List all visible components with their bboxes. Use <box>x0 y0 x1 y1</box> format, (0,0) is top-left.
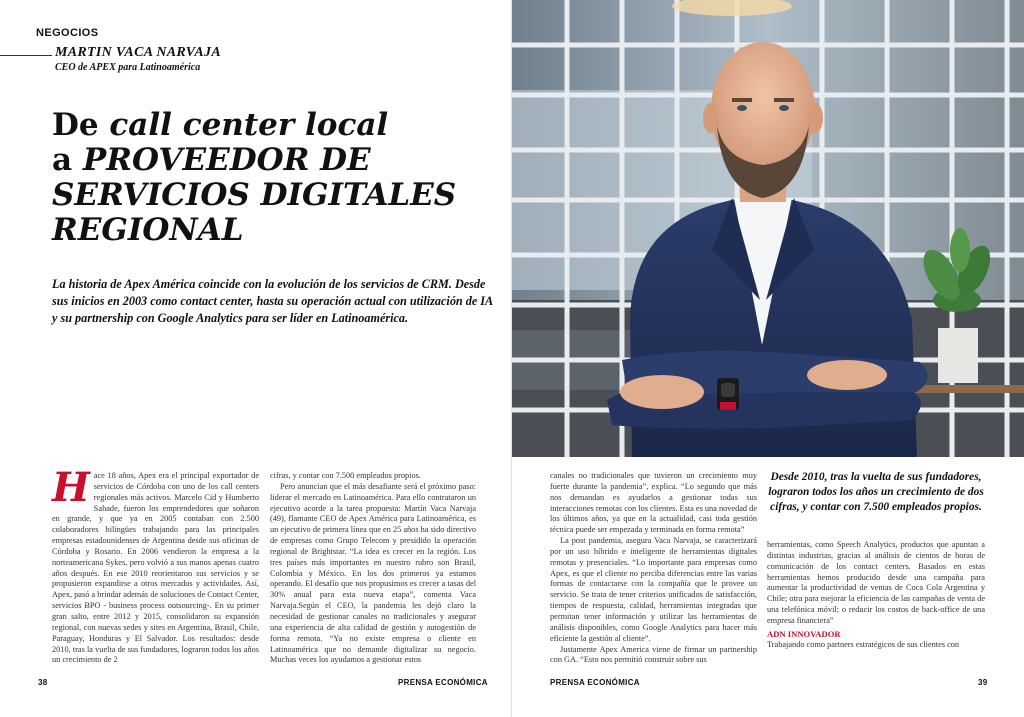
portrait-illustration <box>512 0 1024 457</box>
body-paragraph: Trabajando como partners estratégicos de sus clientes con <box>767 639 960 649</box>
body-paragraph: canales no tradicionales que tuvieron un crecimiento muy fuerte durante la pandemia”, explica. “Lo segundo que más nos demandan es ayudarlos a gestionar todas sus interacciones remotas con los clientes. Esta es una novedad de los últimos años, ya que en la actualidad, casi toda gestión técnica puede ser empezada y terminada en forma remota” <box>550 471 757 535</box>
right-page <box>512 0 1024 717</box>
body-paragraph: Pero anuncian que el más desafiante será el próximo paso: liderar el mercado en Latinoamérica. Para ello contrataron un ejecutivo acorde a la tarea propuesta: Martín Vaca Narvaja (49), flamante CEO de Apex América para Latinoamérica, es un ejecutivo de primera línea que en 25 años ha sido directivo de empresas como Grupo Telecom y presidido la operación regional de Brightstar. “La idea es crecer en la región. Los tres países más importantes en nuestro rubro son Brasil, Colombia y México. En los dos primeros ya estamos operando. El desafío que nos propusimos es crecer a tasas del 30% anual para esta nueva etapa”, comenta Vaca Narvaja.Según el CEO, la pandemia les dejó claro la necesidad de gestionar canales no tradicionales y asegurar una experiencia de alta calidad de gestión y autogestión de forma remota. “Ya no existe empresa o cliente en Latinoamérica que no demande digitalizar su negocio. Muchas veces los ayudamos a gestionar estos <box>270 481 476 665</box>
section-label: NEGOCIOS <box>36 27 99 39</box>
author-name: MARTIN VACA NARVAJA <box>55 45 221 60</box>
subheading: ADN INNOVADOR <box>767 628 841 639</box>
headline-line1: De call center local <box>52 107 389 143</box>
body-column-3 <box>550 471 757 666</box>
body-paragraph: La post pandemia, asegura Vaca Narvaja, se caracterizará por un uso híbrido e inteligente de herramientas digitales remotas y presenciales. “Lo importante para empresas como Apex, es que el cliente no perciba diferencias entre las varias formas de contactarse con la compañía que le provee un servicio. Se trata de tener criterios unificados de satisfacción, tiempos de respuesta, calidad, herramientas integradas que permitan tener información y utilizar las herramientas de análisis disponibles, como Google Analytics para hacer más eficiente la gestión al cliente”. <box>550 536 757 643</box>
body-paragraph: cifras, y contar con 7.500 empleados propios. <box>270 471 421 480</box>
body-text: ace 18 años, Apex era el principal exportador de servicios de Córdoba con uno de los call centers regionales más activos. Marcelo Cid y Humberto Sahade, fueron los emprendedores que soñaron en grande, y que ya en 2005 contaban con 2.500 colaboradores bilingües trabajando para las principales empresas estadounidenses de Argentina desde sus oficinas de Córdoba y Rosario. En 2006 vendieron la empresa a la norteamericana Sykes, pero volvió a sus manos apenas cuatro años después. En ese 2010 reorientaron sus servicios y se propusieron expandirse a otros mercados y actividades. Así, Apex, pasó a brindar además de soluciones de Contact Center, servicios BPO - business process outsourcing-. En su primer gran salto, entre 2012 y 2015, consolidaron su expansión regional, con nuevas sedes y sites en Argentina, Brasil, Chile, Paraguay, Honduras y El Salvador. Los resultados: desde 2010, tras la vuelta de sus fundadores, lograron todos los años un crecimiento de 2 <box>52 471 259 665</box>
section-rule <box>0 55 52 56</box>
magazine-name-right: PRENSA ECONÓMICA <box>550 678 640 687</box>
portrait-photo <box>512 0 1024 457</box>
page-number-right: 39 <box>978 678 988 687</box>
headline-line4: REGIONAL <box>52 212 244 248</box>
headline <box>52 108 502 248</box>
body-column-2 <box>270 471 476 666</box>
body-paragraph: herramientas, como Speech Analytics, productos que apuntan a distintas industrias, gracias al análisis de cientos de horas de comunicación de los contact centers. Basados en estas herramientas hemos producido desde una campaña para aumentar la productividad de ventas de Coca Cola Argentina y Chile; otra para mejorar la eficiencia de las campañas de venta de una telefónica móvil; o reducir los costos de back-office de una empresa financiera” <box>767 540 985 625</box>
headline-line2: a PROVEEDOR DE <box>52 142 371 178</box>
author-role: CEO de APEX para Latinoamérica <box>55 62 201 73</box>
body-column-1 <box>52 464 259 666</box>
body-paragraph: Justamente Apex America viene de firmar un partnership con GA. “Esto nos permitió construir sobre sus <box>550 644 757 665</box>
drop-cap: H <box>52 464 90 511</box>
magazine-name-left: PRENSA ECONÓMICA <box>398 678 488 687</box>
headline-line3: SERVICIOS DIGITALES <box>52 177 457 213</box>
body-column-4 <box>767 540 985 650</box>
pull-quote: Desde 2010, tras la vuelta de sus fundadores, lograron todos los años un crecimiento de dos cifras, y contar con 7.500 empleados propios. <box>768 471 984 513</box>
page-number-left: 38 <box>38 678 48 687</box>
lede-paragraph: La historia de Apex América coincide con la evolución de los servicios de CRM. Desde sus inicios en 2003 como contact center, hasta su operación actual con utilización de IA y su partnership con Google Analytics para ser líder en Latinoamérica. <box>52 277 493 325</box>
